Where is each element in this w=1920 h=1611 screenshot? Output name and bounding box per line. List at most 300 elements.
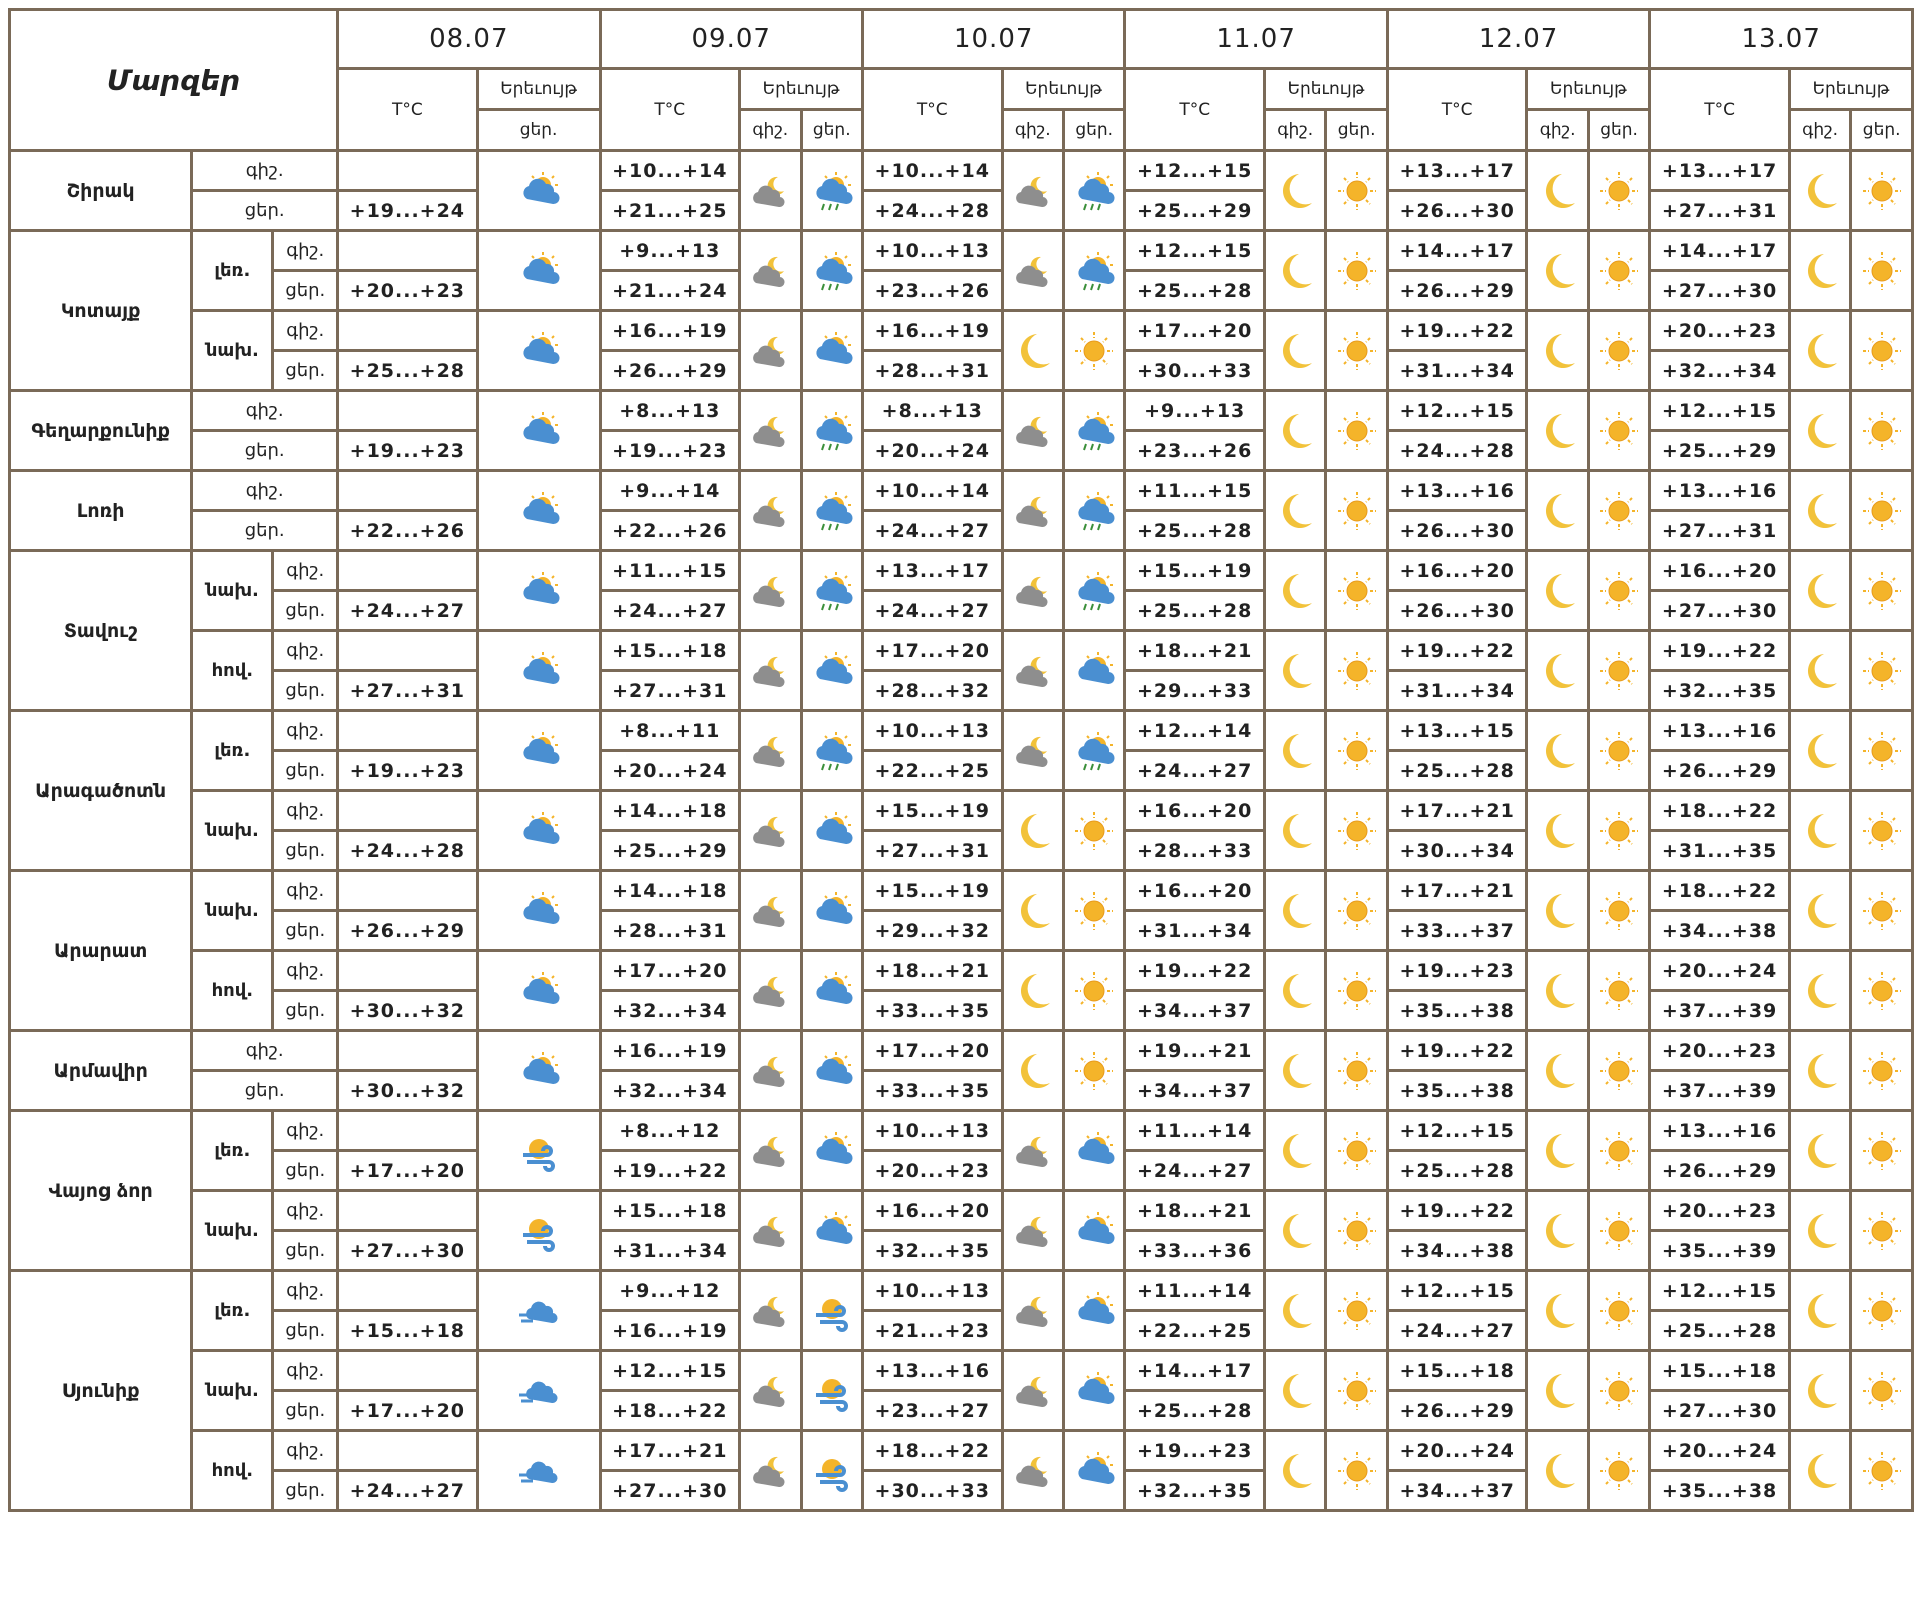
temp-cell: +23...+26 xyxy=(1125,431,1265,471)
temp-cell: +25...+28 xyxy=(1125,271,1265,311)
sun-icon xyxy=(1851,471,1913,551)
daypart-label: գիշ. xyxy=(192,471,338,511)
daypart-label: ցեր. xyxy=(192,511,338,551)
table-row xyxy=(10,151,1913,191)
temp-cell: +32...+35 xyxy=(1125,1471,1265,1511)
table-row xyxy=(10,711,1913,751)
daypart-label: ցեր. xyxy=(273,1231,338,1271)
cloud-sun-icon xyxy=(477,791,600,871)
cloud-sun-icon xyxy=(477,231,600,311)
sun-icon xyxy=(1588,791,1649,871)
moon-icon xyxy=(1264,791,1325,871)
sun-icon xyxy=(1588,551,1649,631)
forecast-table xyxy=(8,8,1914,1512)
cloud-moon-icon xyxy=(740,1031,801,1111)
table-row xyxy=(10,871,1913,911)
sun-icon xyxy=(1588,1031,1649,1111)
night-header: գիշ. xyxy=(740,110,801,151)
temp-cell: +21...+24 xyxy=(600,271,740,311)
moon-icon xyxy=(1264,391,1325,471)
temp-cell: +30...+34 xyxy=(1387,831,1527,871)
temp-cell: +30...+32 xyxy=(338,991,478,1031)
temp-cell xyxy=(338,1271,478,1311)
moon-icon xyxy=(1789,471,1850,551)
temp-cell xyxy=(338,1191,478,1231)
sun-icon xyxy=(1326,1191,1387,1271)
temp-cell: +15...+18 xyxy=(600,631,740,671)
temp-cell: +20...+24 xyxy=(1387,1431,1527,1471)
cloud-moon-icon xyxy=(740,1351,801,1431)
cloud-sun-icon xyxy=(801,1191,862,1271)
sun-icon xyxy=(1588,391,1649,471)
moon-icon xyxy=(1527,871,1588,951)
daypart-label: ցեր. xyxy=(192,1071,338,1111)
sun-wind-icon xyxy=(477,1111,600,1191)
temp-cell: +22...+25 xyxy=(862,751,1002,791)
sun-icon xyxy=(1326,791,1387,871)
temp-cell: +32...+34 xyxy=(600,991,740,1031)
cloud-moon-icon xyxy=(1002,1431,1063,1511)
temp-cell: +22...+26 xyxy=(338,511,478,551)
day-header: ցեր. xyxy=(1063,110,1124,151)
temp-cell: +24...+27 xyxy=(862,591,1002,631)
temp-cell xyxy=(338,791,478,831)
daypart-label: ցեր. xyxy=(273,351,338,391)
temp-cell: +19...+22 xyxy=(1387,631,1527,671)
cloud-sun-rain-icon xyxy=(1063,231,1124,311)
table-row xyxy=(10,311,1913,351)
sun-icon xyxy=(1326,711,1387,791)
temp-cell: +35...+38 xyxy=(1387,991,1527,1031)
temp-cell xyxy=(338,231,478,271)
cloud-sun-icon xyxy=(477,551,600,631)
moon-icon xyxy=(1527,471,1588,551)
temp-cell: +20...+23 xyxy=(1650,1031,1790,1071)
temp-cell: +27...+31 xyxy=(1650,511,1790,551)
cloud-wind-icon xyxy=(477,1351,600,1431)
temp-cell: +17...+21 xyxy=(1387,871,1527,911)
temp-cell: +16...+19 xyxy=(600,311,740,351)
moon-icon xyxy=(1264,1351,1325,1431)
temp-cell: +14...+18 xyxy=(600,871,740,911)
temp-cell: +26...+30 xyxy=(1387,511,1527,551)
temp-cell: +31...+34 xyxy=(1125,911,1265,951)
temp-cell: +20...+24 xyxy=(1650,1431,1790,1471)
moon-icon xyxy=(1527,1271,1588,1351)
temp-cell: +22...+26 xyxy=(600,511,740,551)
temp-cell: +10...+13 xyxy=(862,1111,1002,1151)
daypart-label: գիշ. xyxy=(273,231,338,271)
sun-icon xyxy=(1851,1351,1913,1431)
moon-icon xyxy=(1264,711,1325,791)
temp-cell: +18...+22 xyxy=(862,1431,1002,1471)
daypart-label: ցեր. xyxy=(273,911,338,951)
temp-cell: +12...+15 xyxy=(1125,231,1265,271)
cloud-moon-icon xyxy=(740,871,801,951)
moon-icon xyxy=(1264,1431,1325,1511)
moon-icon xyxy=(1789,1351,1850,1431)
temp-cell: +18...+21 xyxy=(1125,1191,1265,1231)
moon-icon xyxy=(1264,151,1325,231)
cloud-sun-icon xyxy=(477,391,600,471)
temp-cell: +27...+30 xyxy=(1650,271,1790,311)
cloud-moon-icon xyxy=(740,471,801,551)
region-name: Տավուշ xyxy=(10,551,192,711)
sun-icon xyxy=(1851,1111,1913,1191)
date-header-6: 13.07 xyxy=(1650,10,1913,69)
temp-cell: +27...+30 xyxy=(600,1471,740,1511)
temp-cell: +17...+20 xyxy=(600,951,740,991)
cloud-moon-icon xyxy=(740,791,801,871)
temp-cell: +12...+15 xyxy=(1650,1271,1790,1311)
sun-icon xyxy=(1588,951,1649,1031)
temp-cell: +32...+35 xyxy=(862,1231,1002,1271)
date-header-3: 10.07 xyxy=(862,10,1124,69)
temp-cell: +24...+27 xyxy=(338,1471,478,1511)
temp-cell: +24...+28 xyxy=(862,191,1002,231)
cloud-sun-icon xyxy=(801,871,862,951)
sun-icon xyxy=(1326,951,1387,1031)
daypart-label: գիշ. xyxy=(273,711,338,751)
temp-cell: +34...+37 xyxy=(1125,1071,1265,1111)
cloud-sun-icon xyxy=(801,951,862,1031)
temp-header: T°C xyxy=(1387,69,1527,151)
temp-cell: +11...+15 xyxy=(1125,471,1265,511)
moon-icon xyxy=(1789,1111,1850,1191)
temp-cell xyxy=(338,1431,478,1471)
sun-wind-icon xyxy=(801,1431,862,1511)
sun-icon xyxy=(1063,951,1124,1031)
temp-cell: +19...+23 xyxy=(338,751,478,791)
temp-cell xyxy=(338,1111,478,1151)
temp-cell: +23...+27 xyxy=(862,1391,1002,1431)
temp-cell: +31...+34 xyxy=(1387,351,1527,391)
cloud-moon-icon xyxy=(1002,1351,1063,1431)
temp-cell: +27...+31 xyxy=(600,671,740,711)
sun-icon xyxy=(1326,1111,1387,1191)
cloud-sun-rain-icon xyxy=(801,231,862,311)
temp-cell: +24...+27 xyxy=(338,591,478,631)
temp-cell: +18...+22 xyxy=(1650,871,1790,911)
temp-cell xyxy=(338,871,478,911)
temp-cell xyxy=(338,1031,478,1071)
cloud-sun-icon xyxy=(1063,631,1124,711)
cloud-moon-icon xyxy=(1002,231,1063,311)
temp-cell: +31...+35 xyxy=(1650,831,1790,871)
cloud-moon-icon xyxy=(740,1111,801,1191)
cloud-sun-icon xyxy=(801,311,862,391)
temp-cell: +12...+15 xyxy=(1125,151,1265,191)
moon-icon xyxy=(1789,711,1850,791)
sun-icon xyxy=(1063,311,1124,391)
temp-cell: +33...+37 xyxy=(1387,911,1527,951)
sun-wind-icon xyxy=(477,1191,600,1271)
daypart-label: ցեր. xyxy=(273,271,338,311)
moon-icon xyxy=(1527,1111,1588,1191)
temp-cell: +14...+17 xyxy=(1650,231,1790,271)
subregion-label: նախ. xyxy=(192,871,273,951)
cloud-sun-rain-icon xyxy=(801,151,862,231)
sun-icon xyxy=(1588,471,1649,551)
moon-icon xyxy=(1789,231,1850,311)
daypart-label: ցեր. xyxy=(192,431,338,471)
temp-cell: +27...+30 xyxy=(338,1231,478,1271)
daypart-label: գիշ. xyxy=(273,791,338,831)
temp-cell: +26...+30 xyxy=(1387,191,1527,231)
temp-cell: +12...+15 xyxy=(600,1351,740,1391)
table-row xyxy=(10,471,1913,511)
temp-header: T°C xyxy=(600,69,740,151)
daypart-label: գիշ. xyxy=(192,1031,338,1071)
temp-cell: +29...+32 xyxy=(862,911,1002,951)
sun-icon xyxy=(1326,1031,1387,1111)
cloud-moon-icon xyxy=(740,1271,801,1351)
temp-cell: +20...+23 xyxy=(1650,311,1790,351)
temp-cell: +27...+31 xyxy=(862,831,1002,871)
table-row xyxy=(10,1031,1913,1071)
cloud-sun-icon xyxy=(1063,1351,1124,1431)
temp-cell: +11...+14 xyxy=(1125,1111,1265,1151)
temp-cell: +10...+13 xyxy=(862,1271,1002,1311)
temp-cell: +31...+34 xyxy=(1387,671,1527,711)
table-row xyxy=(10,1271,1913,1311)
temp-cell: +20...+23 xyxy=(1650,1191,1790,1231)
temp-cell: +20...+23 xyxy=(338,271,478,311)
temp-cell: +15...+19 xyxy=(1125,551,1265,591)
moon-icon xyxy=(1264,1271,1325,1351)
moon-icon xyxy=(1264,1191,1325,1271)
temp-cell: +25...+28 xyxy=(1125,1391,1265,1431)
temp-cell: +27...+30 xyxy=(1650,1391,1790,1431)
sun-icon xyxy=(1588,311,1649,391)
sun-icon xyxy=(1851,551,1913,631)
temp-cell: +10...+13 xyxy=(862,231,1002,271)
temp-cell xyxy=(338,551,478,591)
table-row xyxy=(10,631,1913,671)
temp-cell: +16...+20 xyxy=(1650,551,1790,591)
temp-cell: +24...+27 xyxy=(1125,1151,1265,1191)
temp-cell: +34...+37 xyxy=(1125,991,1265,1031)
temp-cell xyxy=(338,311,478,351)
temp-cell: +28...+31 xyxy=(862,351,1002,391)
temp-cell: +9...+13 xyxy=(1125,391,1265,431)
day-header: ցեր. xyxy=(477,110,600,151)
sun-icon xyxy=(1588,1271,1649,1351)
table-title: Մարզեր xyxy=(10,10,338,151)
temp-cell: +13...+16 xyxy=(1650,711,1790,751)
moon-icon xyxy=(1527,1431,1588,1511)
temp-header: T°C xyxy=(1125,69,1265,151)
date-header-2: 09.07 xyxy=(600,10,862,69)
daypart-label: գիշ. xyxy=(273,951,338,991)
sun-icon xyxy=(1851,391,1913,471)
temp-cell: +26...+29 xyxy=(1387,1391,1527,1431)
cloud-moon-icon xyxy=(740,391,801,471)
temp-cell: +26...+29 xyxy=(1387,271,1527,311)
temp-cell: +20...+24 xyxy=(1650,951,1790,991)
temp-cell: +35...+38 xyxy=(1387,1071,1527,1111)
temp-cell: +19...+22 xyxy=(1125,951,1265,991)
region-name: Կոտայք xyxy=(10,231,192,391)
temp-cell: +12...+15 xyxy=(1387,1111,1527,1151)
temp-header: T°C xyxy=(1650,69,1790,151)
moon-icon xyxy=(1002,791,1063,871)
temp-cell: +8...+11 xyxy=(600,711,740,751)
temp-cell: +15...+18 xyxy=(1650,1351,1790,1391)
temp-cell: +10...+14 xyxy=(862,151,1002,191)
region-name: Շիրակ xyxy=(10,151,192,231)
temp-cell: +19...+21 xyxy=(1125,1031,1265,1071)
cloud-sun-icon xyxy=(801,1111,862,1191)
night-header: գիշ. xyxy=(1002,110,1063,151)
cloud-sun-rain-icon xyxy=(1063,391,1124,471)
subregion-label: նախ. xyxy=(192,1191,273,1271)
region-name: Արմավիր xyxy=(10,1031,192,1111)
subregion-label: նախ. xyxy=(192,791,273,871)
day-header: ցեր. xyxy=(1588,110,1649,151)
temp-cell: +19...+23 xyxy=(338,431,478,471)
moon-icon xyxy=(1527,1351,1588,1431)
temp-cell: +34...+37 xyxy=(1387,1471,1527,1511)
temp-cell: +15...+18 xyxy=(338,1311,478,1351)
subregion-label: հով. xyxy=(192,631,273,711)
temp-cell: +15...+19 xyxy=(862,791,1002,831)
moon-icon xyxy=(1789,311,1850,391)
moon-icon xyxy=(1002,311,1063,391)
temp-cell: +13...+17 xyxy=(862,551,1002,591)
table-row xyxy=(10,1111,1913,1151)
table-row xyxy=(10,231,1913,271)
temp-header: T°C xyxy=(862,69,1002,151)
sun-icon xyxy=(1588,231,1649,311)
temp-cell: +37...+39 xyxy=(1650,991,1790,1031)
cloud-wind-icon xyxy=(477,1431,600,1511)
temp-cell: +30...+33 xyxy=(1125,351,1265,391)
moon-icon xyxy=(1527,631,1588,711)
temp-cell: +21...+23 xyxy=(862,1311,1002,1351)
cloud-moon-icon xyxy=(740,311,801,391)
temp-cell: +19...+22 xyxy=(600,1151,740,1191)
moon-icon xyxy=(1789,1431,1850,1511)
sun-icon xyxy=(1588,871,1649,951)
moon-icon xyxy=(1789,151,1850,231)
daypart-label: գիշ. xyxy=(273,631,338,671)
sun-wind-icon xyxy=(801,1271,862,1351)
cloud-wind-icon xyxy=(477,1271,600,1351)
region-name: Գեղարքունիք xyxy=(10,391,192,471)
table-row xyxy=(10,951,1913,991)
sun-icon xyxy=(1326,871,1387,951)
cloud-moon-icon xyxy=(740,951,801,1031)
subregion-label: լեռ. xyxy=(192,231,273,311)
sun-icon xyxy=(1851,1191,1913,1271)
daypart-label: ցեր. xyxy=(273,591,338,631)
temp-cell: +24...+28 xyxy=(338,831,478,871)
temp-cell: +20...+24 xyxy=(862,431,1002,471)
temp-cell: +34...+38 xyxy=(1387,1231,1527,1271)
moon-icon xyxy=(1527,391,1588,471)
daypart-label: գիշ. xyxy=(273,1351,338,1391)
moon-icon xyxy=(1789,551,1850,631)
moon-icon xyxy=(1002,1031,1063,1111)
temp-cell: +24...+27 xyxy=(1125,751,1265,791)
sun-icon xyxy=(1851,311,1913,391)
temp-cell: +18...+21 xyxy=(862,951,1002,991)
region-name: Լոռի xyxy=(10,471,192,551)
temp-cell: +13...+17 xyxy=(1650,151,1790,191)
sun-icon xyxy=(1851,951,1913,1031)
temp-cell: +16...+19 xyxy=(862,311,1002,351)
temp-cell: +17...+21 xyxy=(1387,791,1527,831)
temp-cell xyxy=(338,391,478,431)
temp-cell: +33...+35 xyxy=(862,991,1002,1031)
temp-cell: +14...+17 xyxy=(1387,231,1527,271)
temp-cell: +10...+14 xyxy=(600,151,740,191)
moon-icon xyxy=(1264,951,1325,1031)
cloud-moon-icon xyxy=(1002,1111,1063,1191)
temp-cell: +13...+16 xyxy=(1650,1111,1790,1151)
temp-cell: +13...+16 xyxy=(1650,471,1790,511)
moon-icon xyxy=(1264,871,1325,951)
cloud-moon-icon xyxy=(1002,631,1063,711)
moon-icon xyxy=(1527,791,1588,871)
temp-cell: +32...+35 xyxy=(1650,671,1790,711)
moon-icon xyxy=(1002,871,1063,951)
temp-cell: +23...+26 xyxy=(862,271,1002,311)
region-name: Սյունիք xyxy=(10,1271,192,1511)
sun-icon xyxy=(1326,1271,1387,1351)
sun-icon xyxy=(1063,791,1124,871)
temp-cell: +19...+24 xyxy=(338,191,478,231)
cloud-sun-icon xyxy=(477,871,600,951)
moon-icon xyxy=(1527,231,1588,311)
subregion-label: լեռ. xyxy=(192,711,273,791)
cloud-sun-icon xyxy=(477,311,600,391)
temp-cell: +17...+20 xyxy=(1125,311,1265,351)
temp-cell: +18...+22 xyxy=(600,1391,740,1431)
temp-cell: +30...+32 xyxy=(338,1071,478,1111)
daypart-label: գիշ. xyxy=(273,311,338,351)
temp-cell: +20...+24 xyxy=(600,751,740,791)
phenomenon-header: Երեւույթ xyxy=(1264,69,1387,110)
sun-icon xyxy=(1326,391,1387,471)
moon-icon xyxy=(1789,791,1850,871)
temp-cell xyxy=(338,471,478,511)
temp-cell: +33...+35 xyxy=(862,1071,1002,1111)
daypart-label: գիշ. xyxy=(273,551,338,591)
temp-cell: +16...+19 xyxy=(600,1311,740,1351)
sun-icon xyxy=(1851,151,1913,231)
temp-cell: +8...+13 xyxy=(862,391,1002,431)
sun-icon xyxy=(1851,1431,1913,1511)
cloud-sun-icon xyxy=(477,631,600,711)
moon-icon xyxy=(1264,1111,1325,1191)
temp-cell: +15...+18 xyxy=(1387,1351,1527,1391)
cloud-moon-icon xyxy=(740,151,801,231)
temp-cell: +16...+20 xyxy=(862,1191,1002,1231)
moon-icon xyxy=(1527,151,1588,231)
cloud-sun-rain-icon xyxy=(801,471,862,551)
moon-icon xyxy=(1264,231,1325,311)
moon-icon xyxy=(1527,551,1588,631)
cloud-sun-icon xyxy=(1063,1431,1124,1511)
temp-cell: +19...+23 xyxy=(600,431,740,471)
table-row xyxy=(10,551,1913,591)
temp-cell: +25...+28 xyxy=(1387,751,1527,791)
table-row xyxy=(10,791,1913,831)
temp-cell: +8...+12 xyxy=(600,1111,740,1151)
cloud-sun-icon xyxy=(477,711,600,791)
